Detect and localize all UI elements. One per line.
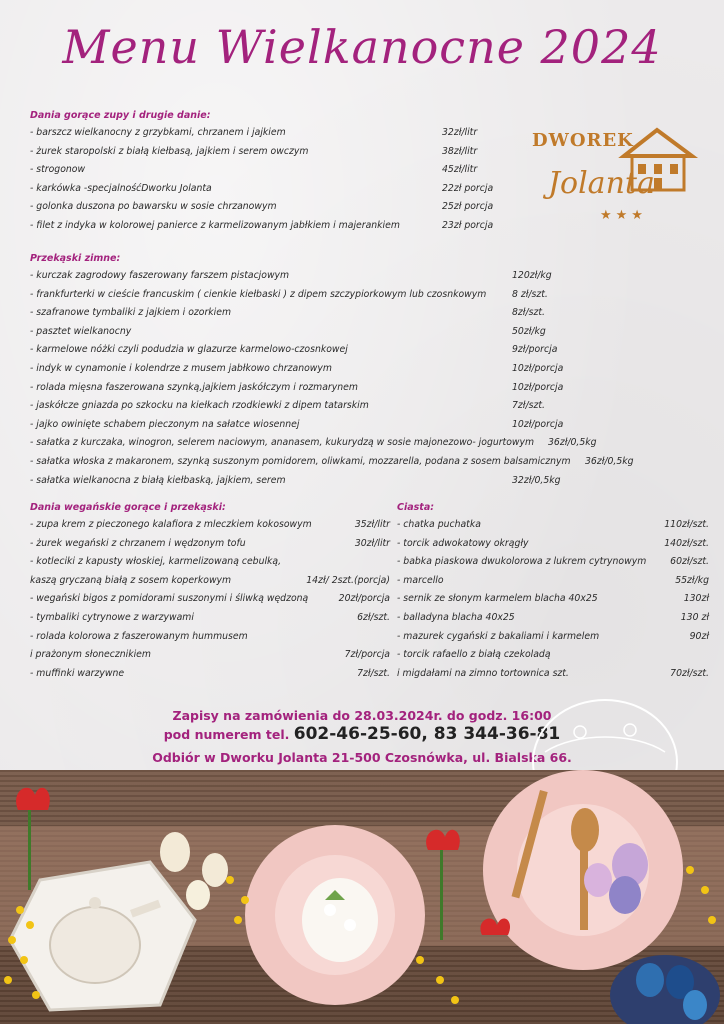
- menu-item: [30, 164, 510, 183]
- easter-table-illustration: [0, 770, 724, 1024]
- menu-item: [397, 612, 709, 631]
- menu-item-price: 130zł: [683, 593, 709, 605]
- menu-item-price: 55zł/kg: [675, 574, 709, 586]
- menu-item-price: 60zł/szt.: [670, 556, 709, 568]
- section-title-cold: Przekąski zimne:: [30, 253, 121, 264]
- menu-item-price: 9zł/porcja: [512, 344, 558, 356]
- menu-item: [30, 649, 390, 668]
- cold-starters-list: [30, 270, 690, 493]
- menu-item: [30, 575, 390, 594]
- menu-item: [397, 556, 709, 575]
- menu-item: [397, 519, 709, 538]
- menu-item-price: 90zł: [689, 630, 709, 642]
- menu-item: [30, 307, 690, 326]
- menu-item-name: - torcik adwokatowy okrągły: [397, 537, 529, 549]
- menu-item: [30, 456, 690, 475]
- menu-item-name: i prażonym słonecznikiem: [30, 649, 151, 661]
- menu-item: [30, 593, 390, 612]
- menu-item-price: 23zł porcja: [442, 219, 494, 231]
- menu-item-price: 70zł/szt.: [670, 667, 709, 679]
- menu-item-price: 120zł/kg: [512, 270, 552, 281]
- menu-item: [30, 419, 690, 438]
- menu-item-price: 22zł porcja: [442, 182, 494, 194]
- menu-item-price: 30zł/litr: [354, 537, 390, 549]
- menu-item: [397, 631, 709, 650]
- menu-item: [30, 631, 390, 650]
- teapot-icon: [50, 907, 140, 983]
- menu-item: [30, 475, 690, 494]
- menu-item: [30, 363, 690, 382]
- menu-item: [30, 437, 690, 456]
- menu-item: [30, 289, 690, 308]
- menu-item-price: 140zł/szt.: [664, 537, 709, 549]
- hot-dishes-list: [30, 127, 510, 239]
- egg-icon: [160, 832, 190, 872]
- menu-item: [30, 382, 690, 401]
- menu-item-name: - żurek staropolski z białą kiełbasą, jajkiem i serem owczym: [30, 145, 309, 157]
- menu-item-price: 130 zł: [680, 611, 709, 623]
- menu-item-name: - frankfurterki w cieście francuskim ( cienkie kiełbaski ) z dipem szczypiorkowym lub czosnkowym: [30, 288, 487, 300]
- pickup-address: Odbiór w Dworku Jolanta 21-500 Czosnówka, ul. Bialska 66.: [152, 750, 572, 765]
- menu-item-name: - strogonow: [30, 164, 86, 176]
- menu-item-price: 6zł/szt.: [357, 611, 390, 623]
- menu-item-name: - pasztet wielkanocny: [30, 325, 132, 337]
- menu-item-name: - rolada mięsna faszerowana szynką,jajkiem jaskółczym i rozmarynem: [30, 381, 358, 393]
- menu-item-price: 7zł/szt.: [357, 667, 390, 679]
- page-title: Menu Wielkanocne 2024: [62, 20, 662, 74]
- menu-item: [30, 201, 510, 220]
- menu-item-name: - sałatka wielkanocna z białą kiełbaską, jajkiem, serem: [30, 474, 286, 486]
- section-title-vegan: Dania wegańskie gorące i przekąski:: [30, 502, 226, 513]
- order-deadline: Zapisy na zamówienia do 28.03.2024r. do godz. 16:00: [172, 708, 552, 723]
- menu-item-name: - balladyna blacha 40x25: [397, 611, 515, 623]
- menu-item-price: 25zł porcja: [442, 201, 494, 213]
- menu-item-price: 20zł/porcja: [338, 593, 390, 605]
- menu-item-name: - jajko owinięte schabem pieczonym na sałatce wiosennej: [30, 418, 300, 430]
- menu-item-name: - żurek wegański z chrzanem i wędzonym tofu: [30, 537, 246, 549]
- menu-item-price: 10zł/porcja: [512, 381, 564, 393]
- section-title-hot: Dania gorące zupy i drugie danie:: [30, 110, 211, 121]
- menu-item: [30, 612, 390, 631]
- menu-item: [397, 593, 709, 612]
- menu-item-price: 36zł/0,5kg: [548, 437, 597, 449]
- menu-item-name: - filet z indyka w kolorowej panierce z karmelizowanym jabłkiem i majerankiem: [30, 219, 400, 231]
- menu-item: [397, 668, 709, 687]
- phone-prefix: pod numerem tel.: [163, 727, 290, 742]
- menu-item-name: kaszą gryczaną białą z sosem koperkowym: [30, 574, 232, 586]
- menu-item-name: - sałatka włoska z makaronem, szynką suszonym pomidorem, oliwkami, mozzarella, podana z sosem balsamicznym: [30, 455, 571, 467]
- dworek-jolanta-logo: [528, 126, 708, 230]
- menu-item: [30, 127, 510, 146]
- menu-item: [30, 146, 510, 165]
- vegan-dishes-list: [30, 519, 390, 686]
- menu-item-price: 38zł/litr: [442, 145, 478, 157]
- menu-item: [30, 270, 690, 289]
- cakes-list: [397, 519, 709, 686]
- logo-brand-script: Jolanta: [548, 166, 655, 201]
- menu-item-name: - chatka puchatka: [397, 519, 481, 530]
- menu-item: [30, 400, 690, 419]
- menu-item-price: 45zł/litr: [442, 164, 478, 176]
- menu-item-price: 8 zł/szt.: [512, 288, 548, 300]
- menu-item: [30, 538, 390, 557]
- menu-item-name: - muffinki warzywne: [30, 667, 125, 679]
- menu-item-price: 32zł/0,5kg: [512, 474, 561, 486]
- section-title-cakes: Ciasta:: [397, 502, 435, 513]
- phone-numbers: 602-46-25-60, 83 344-36-81: [293, 724, 561, 744]
- menu-item-name: - kurczak zagrodowy faszerowany farszem pistacjowym: [30, 270, 290, 281]
- menu-item-price: 10zł/porcja: [512, 362, 564, 374]
- menu-item-name: - jaskółcze gniazda po szkocku na kiełkach rzodkiewki z dipem tatarskim: [30, 400, 369, 412]
- menu-item-name: - wegański bigos z pomidorami suszonymi i śliwką wędzoną: [30, 593, 309, 605]
- menu-item-price: 50zł/kg: [512, 325, 546, 337]
- menu-item-name: - babka piaskowa dwukolorowa z lukrem cytrynowym: [397, 556, 647, 568]
- menu-item-name: - sernik ze słonym karmelem blacha 40x25: [397, 593, 598, 605]
- menu-item-name: - mazurek cygański z bakaliami i karmelem: [397, 630, 600, 642]
- menu-item-name: i migdałami na zimno tortownica szt.: [397, 667, 569, 679]
- menu-item-price: 36zł/0,5kg: [585, 455, 634, 467]
- menu-item-price: 35zł/litr: [354, 519, 390, 530]
- menu-item-name: - tymbaliki cytrynowe z warzywami: [30, 611, 194, 623]
- menu-item: [397, 538, 709, 557]
- menu-item-name: - barszcz wielkanocny z grzybkami, chrzanem i jajkiem: [30, 127, 286, 138]
- menu-item-name: - marcello: [397, 574, 444, 586]
- menu-item-name: - kotleciki z kapusty włoskiej, karmelizowaną cebulką,: [30, 556, 282, 568]
- menu-item-price: 7zł/szt.: [512, 400, 545, 412]
- menu-item: [30, 326, 690, 345]
- menu-item-name: - rolada kolorowa z faszerowanym hummusem: [30, 630, 248, 642]
- menu-item-name: - indyk w cynamonie i kolendrze z musem jabłkowo chrzanowym: [30, 362, 332, 374]
- menu-item-name: - torcik rafaello z białą czekoladą: [397, 649, 551, 661]
- menu-item-name: - zupa krem z pieczonego kalafiora z mleczkiem kokosowym: [30, 519, 312, 530]
- menu-item-name: - szafranowe tymbaliki z jajkiem i ozorkiem: [30, 307, 232, 319]
- logo-stars: ★★★: [600, 208, 647, 223]
- menu-item: [30, 183, 510, 202]
- menu-item: [30, 519, 390, 538]
- menu-item-price: 7zł/porcja: [344, 649, 390, 661]
- menu-item-price: 8zł/szt.: [512, 307, 545, 319]
- wooden-spoon-icon: [571, 808, 599, 852]
- menu-item-name: - karmelowe nóżki czyli podudzia w glazurze karmelowo-czosnkowej: [30, 344, 348, 356]
- menu-item: [30, 556, 390, 575]
- menu-item-price: 110zł/szt.: [664, 519, 709, 530]
- menu-item: [397, 649, 709, 668]
- menu-item-price: 32zł/litr: [442, 127, 478, 138]
- menu-item-name: - golonka duszona po bawarsku w sosie chrzanowym: [30, 201, 277, 213]
- logo-brand-top: DWOREK: [532, 130, 634, 151]
- menu-item-price: 10zł/porcja: [512, 418, 564, 430]
- menu-item: [397, 575, 709, 594]
- easter-cake-icon: [302, 878, 378, 962]
- menu-item: [30, 220, 510, 239]
- menu-item-name: - sałatka z kurczaka, winogron, selerem naciowym, ananasem, kukurydzą w sosie majonezowo- jogurtowym: [30, 437, 535, 449]
- menu-item: [30, 668, 390, 687]
- menu-item-name: - karkówka -specjalnośćDworku Jolanta: [30, 182, 212, 194]
- menu-item: [30, 344, 690, 363]
- menu-item-price: 14zł/ 2szt.(porcja): [306, 574, 390, 586]
